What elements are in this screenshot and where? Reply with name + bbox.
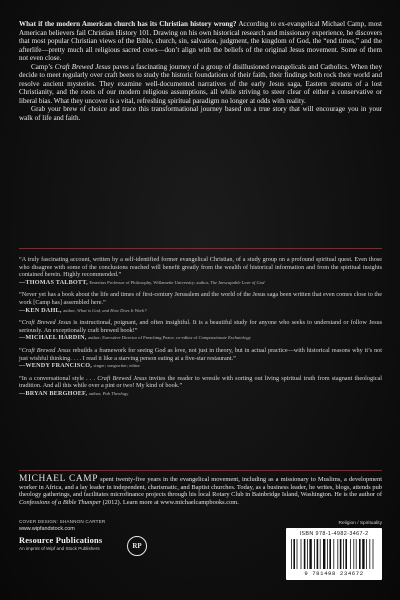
intro-paragraph-2: paves a fascinating journey of a group of disillusioned evangelicals and Catholics. When they decide to meet regularly over craft beers to study the historic foundations of their faith, their findings both rock their world and resolve ancient mysteries. They examine well-documented narratives of the early Jesus saga, Eastern streams of a lost Christianity, and the roots of our modern religious assumptions, all while striving to steer clear of either a conservative or liberal bias. What they uncover is a vital, refreshing spiritual paradigm no longer at odds with reality. xyxy=(19,62,383,105)
publisher-footer xyxy=(19,519,219,558)
review-talbott xyxy=(19,256,382,286)
quoted-book-title: Craft Brewed Jesus xyxy=(21,319,72,327)
intro-p2-pre: Camp’s xyxy=(31,62,55,71)
review-attribution xyxy=(19,390,382,398)
review-berghoef xyxy=(19,375,382,398)
review-hardin xyxy=(19,319,382,342)
publisher-name: Resource Publications xyxy=(19,536,103,545)
reviewer-role xyxy=(89,280,264,285)
divider-top xyxy=(19,248,382,249)
imprint-line: An imprint of Wipf and Stock Publishers xyxy=(19,546,100,551)
quoted-book-title: Craft Brewed Jesus xyxy=(97,374,147,382)
reviewer-work: The Inescapable Love of God xyxy=(210,279,265,285)
intro-blurb xyxy=(19,20,382,123)
review-attribution xyxy=(19,334,382,342)
barcode-icon xyxy=(291,539,377,569)
review-quote-text: is instructional, poignant, and often insightful. It is a beautiful study for anyone who seeks to understand or follow Jesus seriously. An exceptionally craft brewed book!” xyxy=(19,319,383,334)
lead-question: What if the modern American church has its Christian history wrong? xyxy=(19,20,237,28)
author-bio xyxy=(19,476,382,506)
reviewer-name: —BRYAN BERGHOEF, xyxy=(19,389,88,397)
isbn-number: ISBN 978-1-4982-3467-2 xyxy=(299,531,369,537)
review-attribution xyxy=(19,279,382,287)
publisher-block xyxy=(19,536,219,558)
reviewer-name: —THOMAS TALBOTT, xyxy=(19,278,88,286)
intro-paragraph-1: According to ex-evangelical Michael Camp, most American believers fail Christian History 101. Drawing on his own historical research and missionary experience, he discovers that most popular Christian views of the Bible, church, sin, salvation, judgment, the kingdom of God, the “end times,” and the afterlife—pretty much all religious sacred cows—don’t align with the beliefs of the original Jesus movement. Some of them not even close. xyxy=(19,20,383,63)
reviewer-role-text: singer; songwriter; editor xyxy=(93,363,140,369)
reviewer-role xyxy=(63,308,146,313)
review-quote-pre: “In a conversational style . . . xyxy=(19,374,98,382)
bio-text-a: spent twenty-five years in the evangelical movement, including as a missionary to Muslims, a development worker in Africa, and a lay leader in independent, charismatic, and Baptist churches. Today, as a business leader, he writes, blogs, attends pub theology gatherings, and facilitates microfinance projects through his local Rotary Club in Bainbridge Island, Washington. He is the author of xyxy=(19,476,382,499)
review-quote: “Craft Brewed Jesus is instructional, poignant, and often insightful. It is a beautiful study for anyone who seeks to understand or follow Jesus seriously. An exceptionally craft brewed book!” xyxy=(19,319,383,334)
review-attribution xyxy=(19,307,382,315)
previous-book-title: Confessions of a Bible Thumper xyxy=(19,498,102,506)
review-quote: “Craft Brewed Jesus rebuilds a framework for seeing God as love, not just in theory, but in actual practice—with historical reasons why it’s not just wishful thinking. . . . I read it like a starving person eating at a five-star restaurant.” xyxy=(19,346,382,362)
review-dahl xyxy=(19,291,382,314)
reviewer-work: Compassionate Eschatology xyxy=(198,335,251,341)
divider-bottom xyxy=(19,470,382,471)
reviewer-role xyxy=(94,363,140,368)
reviewer-work: What is God, and How Does It Work? xyxy=(76,307,147,313)
cover-design-credit: COVER DESIGN: SHANNON CARTER xyxy=(19,519,106,524)
reviewer-name: —KEN DAHL, xyxy=(19,306,62,314)
review-quote: “A truly fascinating account, written by a self-identified former evangelical Christian, of a study group on a profound spiritual quest. Even those who disagree with some of the conclusions reached will benefit greatly from the wealth of historical information and from the spiritual insights contained herein. Highly recommended.” xyxy=(19,256,382,279)
review-francisco xyxy=(19,347,382,370)
review-attribution xyxy=(19,362,382,370)
review-quote-text: rebuilds a framework for seeing God as love, not just in theory, but in actual practice—with historical reasons why it’s not just wishful thinking. . . . I read it like a starving person eating at a five-star restaurant.” xyxy=(19,346,382,362)
quoted-book-title: Craft Brewed Jesus xyxy=(21,346,71,354)
reviewer-role xyxy=(88,335,251,340)
review-quote-text: invites the reader to wrestle with sorting out living spiritual truth from stagnant theological tradition. And all this while over a pint or two! My kind of book.” xyxy=(19,374,383,390)
publisher-url: www.wipfandstock.com xyxy=(19,526,75,532)
book-title-inline: Craft Brewed Jesus xyxy=(54,62,111,71)
author-name: MICHAEL CAMP xyxy=(19,474,99,484)
reviewer-name: —WENDY FRANCISCO, xyxy=(19,362,92,370)
intro-paragraph-3: Grab your brew of choice and trace this transformational journey based on a true story that will encourage you in your walk of life and faith. xyxy=(19,105,382,123)
reviewer-role xyxy=(89,391,129,396)
reviewer-role-text: Emeritus Professor of Philosophy, Willamette University; author, xyxy=(89,279,210,285)
reviewer-name: —MICHAEL HARDIN, xyxy=(19,334,87,342)
isbn-barcode xyxy=(286,528,382,580)
bio-text-b: (2012). Learn more at www.michaelcampbooks.com. xyxy=(101,498,239,506)
reviews-section xyxy=(19,256,382,403)
reviewer-role-text: author, xyxy=(88,390,102,396)
rp-logo-icon: RP xyxy=(127,536,147,556)
reviewer-work: Pub Theology xyxy=(102,390,129,396)
review-quote xyxy=(19,375,382,390)
barcode-digits: 9 781498 234672 xyxy=(304,570,364,577)
reviewer-role-text: author, xyxy=(63,307,76,313)
reviewer-role-text: author; Executive Director of Preaching Peace; co-editor of xyxy=(88,335,198,341)
category-label: Religion / Spirituality xyxy=(338,521,382,526)
review-quote: “Never yet has a book about the life and times of first-century Jerusalem and the world of the Jesus saga been written that even comes close to the work [Camp has] assembled here.” xyxy=(19,291,382,306)
